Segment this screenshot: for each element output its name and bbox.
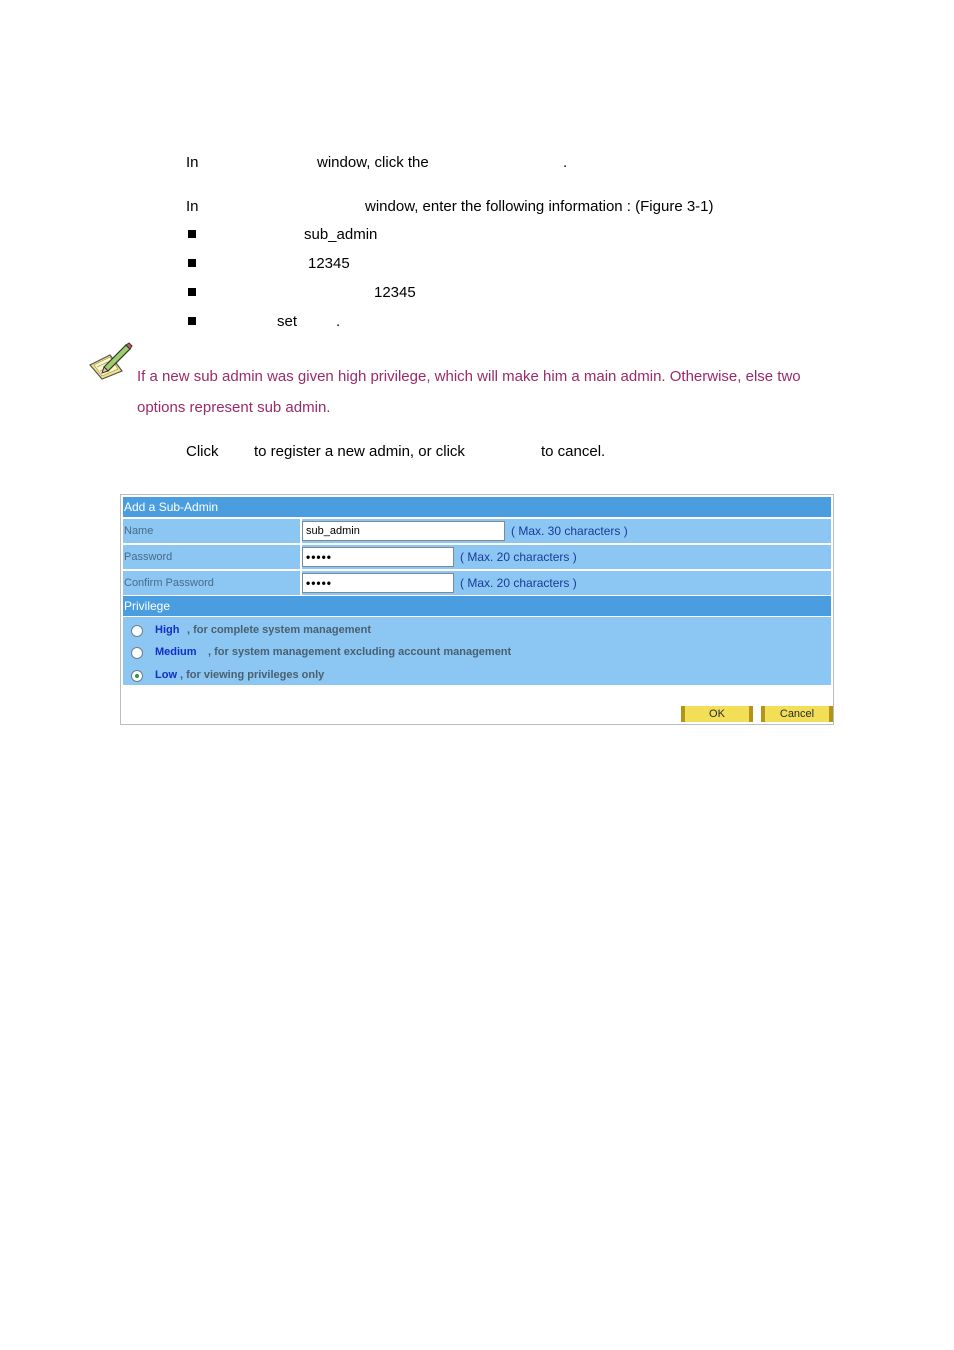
privilege-high-name: High xyxy=(155,624,180,636)
confirm-password-label: Confirm Password xyxy=(123,571,302,595)
radio-low[interactable] xyxy=(131,670,143,682)
password-row xyxy=(123,545,831,569)
privilege-high-desc: , for complete system management xyxy=(187,624,372,636)
confirm-password-input[interactable]: ••••• xyxy=(302,573,454,593)
step1-prefix: In xyxy=(186,154,199,171)
privilege-low-desc: , for viewing privileges only xyxy=(180,669,325,681)
bullet-icon xyxy=(188,259,196,267)
step3-middle: to register a new admin, or click xyxy=(254,443,465,460)
privilege-options xyxy=(123,617,831,685)
bullet-icon xyxy=(188,317,196,325)
step3-suffix: to cancel. xyxy=(541,443,606,460)
step2-middle: window, enter the following information : (Figure 3-1) xyxy=(365,198,714,215)
privilege-medium-name: Medium xyxy=(155,646,197,658)
note-line-2: options represent sub admin. xyxy=(137,399,331,416)
privilege-title: Privilege xyxy=(123,596,831,616)
privilege-medium-desc: , for system management excluding account management xyxy=(208,646,512,658)
step1-middle: window, click the xyxy=(317,154,429,171)
name-label: Name xyxy=(123,519,302,543)
panel-title: Add a Sub-Admin xyxy=(123,497,831,517)
name-hint: ( Max. 30 characters ) xyxy=(511,524,628,538)
bullet-confirm-value: 12345 xyxy=(374,284,416,301)
privilege-low-name: Low xyxy=(155,669,177,681)
step1-suffix: . xyxy=(563,154,568,171)
bullet-password-value: 12345 xyxy=(308,255,350,272)
add-sub-admin-panel xyxy=(120,494,834,725)
pencil-note-icon xyxy=(88,341,134,381)
password-input[interactable]: ••••• xyxy=(302,547,454,567)
step3-prefix: Click xyxy=(186,443,219,460)
name-input[interactable]: sub_admin xyxy=(302,521,505,541)
radio-medium[interactable] xyxy=(131,647,143,659)
name-row xyxy=(123,519,831,543)
confirm-password-hint: ( Max. 20 characters ) xyxy=(460,576,577,590)
password-hint: ( Max. 20 characters ) xyxy=(460,550,577,564)
step2-prefix: In xyxy=(186,198,199,215)
radio-high[interactable] xyxy=(131,625,143,637)
bullet-privilege-prefix: set xyxy=(277,313,298,330)
note-line-1: If a new sub admin was given high privilege, which will make him a main admin. Otherwise, else two xyxy=(137,368,801,385)
confirm-password-row xyxy=(123,571,831,595)
cancel-button[interactable]: Cancel xyxy=(761,706,833,722)
bullet-icon xyxy=(188,230,196,238)
bullet-privilege-suffix: . xyxy=(336,313,341,330)
ok-button[interactable]: OK xyxy=(681,706,753,722)
bullet-name-value: sub_admin xyxy=(304,226,378,243)
bullet-icon xyxy=(188,288,196,296)
password-label: Password xyxy=(123,545,302,569)
